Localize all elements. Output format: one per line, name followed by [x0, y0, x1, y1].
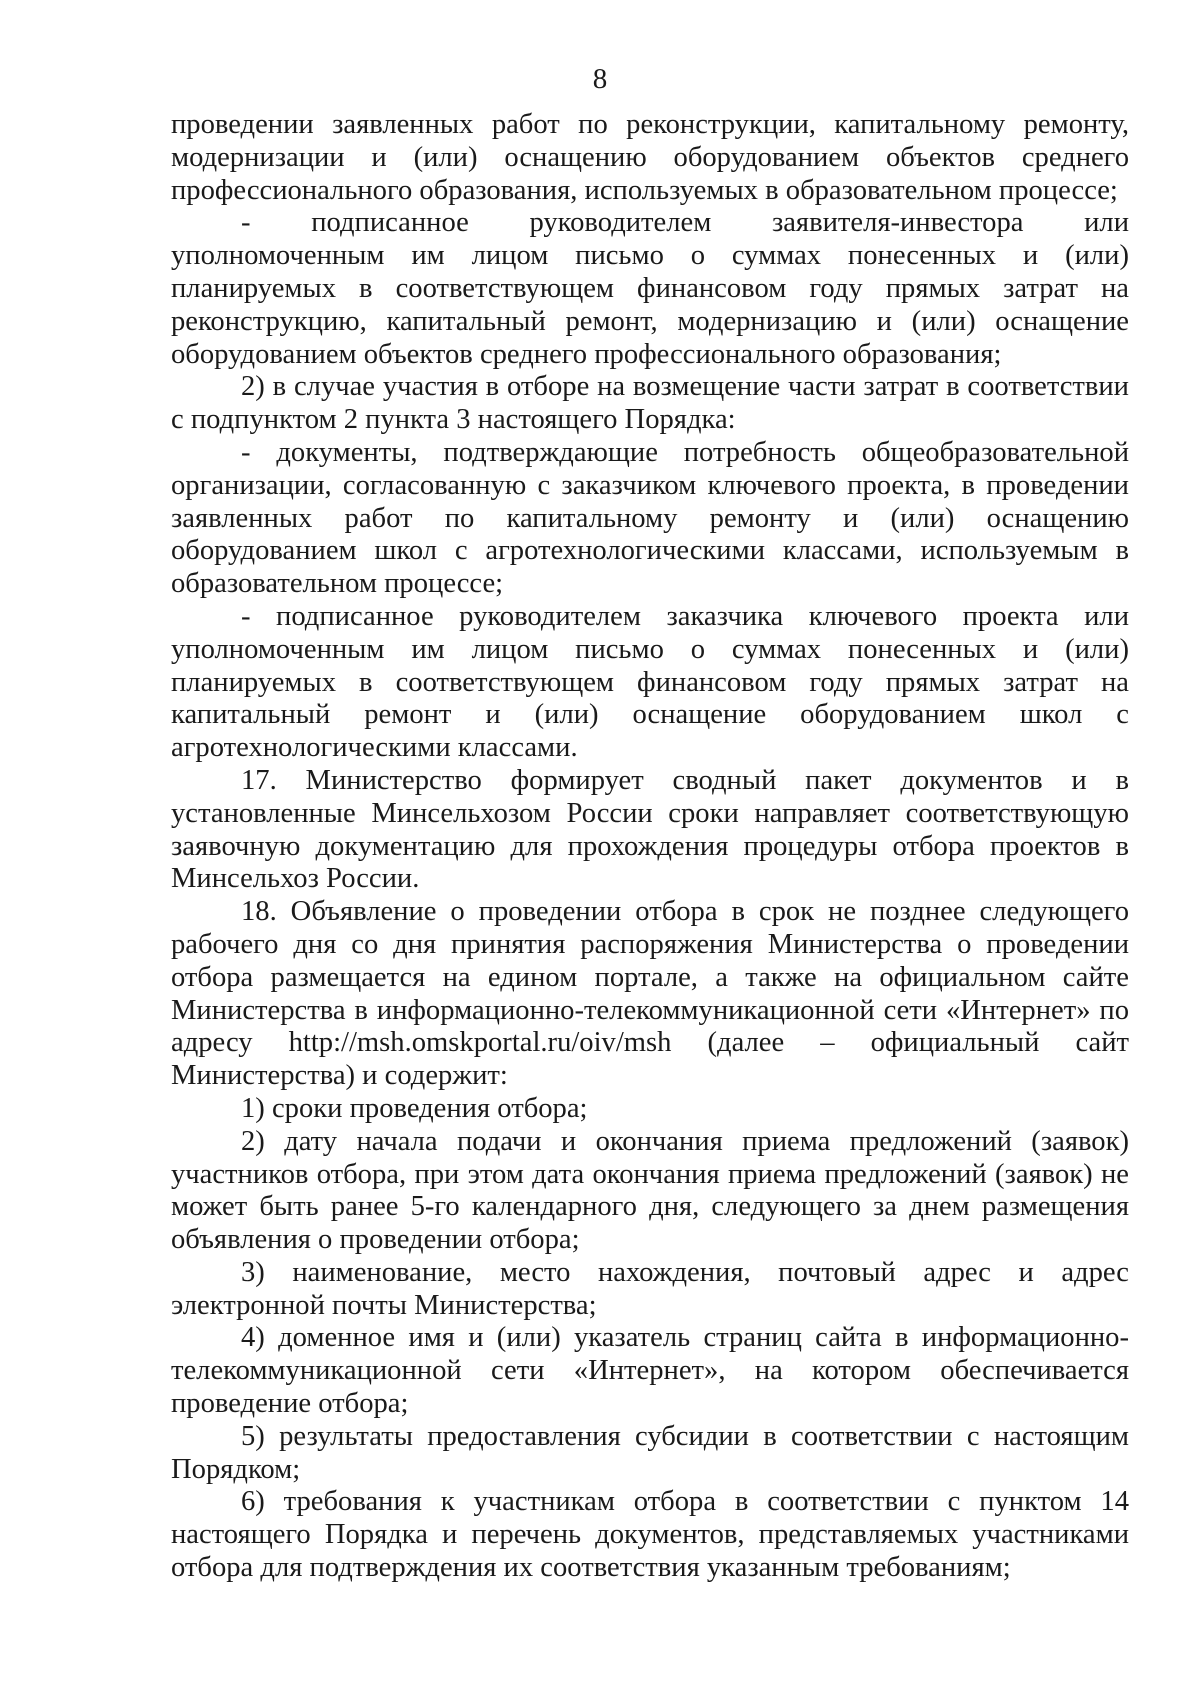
list-item-4: 4) доменное имя и (или) указатель страниц сайта в информационно-телекоммуникационной сети «Интернет», на котором обеспечивается проведение отбора;: [171, 1322, 1129, 1420]
list-item-6: 6) требования к участникам отбора в соответствии с пунктом 14 настоящего Порядка и перечень документов, представляемых участниками отбора для подтверждения их соответствия указанным требованиям;: [171, 1486, 1129, 1584]
paragraph-18: 18. Объявление о проведении отбора в срок не позднее следующего рабочего дня со дня принятия распоряжения Министерства о проведении отбора размещается на едином портале, а также на официальном сайте Министерства в информационно-телекоммуникационной сети «Интернет» по адресу http://msh.omskportal.ru/oiv/msh (далее – официальный сайт Министерства) и содержит:: [171, 896, 1129, 1092]
list-item-5: 5) результаты предоставления субсидии в соответствии с настоящим Порядком;: [171, 1420, 1129, 1485]
page-number: 8: [592, 63, 608, 95]
list-item-2: 2) дату начала подачи и окончания приема предложений (заявок) участников отбора, при этом дата окончания приема предложений (заявок) не может быть ранее 5-го календарного дня, следующего за днем размещения объявления о проведении отбора;: [171, 1125, 1129, 1256]
document-body: [171, 109, 1129, 1585]
paragraph-item-2: 2) в случае участия в отборе на возмещение части затрат в соответствии с подпунктом 2 пункта 3 настоящего Порядка:: [171, 371, 1129, 436]
paragraph-17: 17. Министерство формирует сводный пакет документов и в установленные Минсельхозом России сроки направляет соответствующую заявочную документацию для прохождения процедуры отбора проектов в Минсельхоз России.: [171, 764, 1129, 895]
paragraph-customer-letter: - подписанное руководителем заказчика ключевого проекта или уполномоченным им лицом письмо о суммах понесенных и (или) планируемых в соответствующем финансовом году прямых затрат на капитальный ремонт и (или) оснащение оборудованием школ с агротехнологическими классами.: [171, 600, 1129, 764]
list-item-1: 1) сроки проведения отбора;: [241, 1092, 588, 1124]
list-item-3: 3) наименование, место нахождения, почтовый адрес и адрес электронной почты Министерства;: [171, 1256, 1129, 1321]
paragraph-continuation: проведении заявленных работ по реконструкции, капитальному ремонту, модернизации и (или) оснащению оборудованием объектов среднего профессионального образования, используемых в образовательном процессе;: [171, 109, 1129, 206]
paragraph-investor-letter: - подписанное руководителем заявителя-инвестора или уполномоченным им лицом письмо о суммах понесенных и (или) планируемых в соответствующем финансовом году прямых затрат на реконструкцию, капитальный ремонт, модернизацию и (или) оснащение оборудованием объектов среднего профессионального образования;: [171, 207, 1129, 370]
paragraph-documents: - документы, подтверждающие потребность общеобразовательной организации, согласованную с заказчиком ключевого проекта, в проведении заявленных работ по капитальному ремонту и (или) оснащению оборудованием школ с агротехнологическими классами, используемым в образовательном процессе;: [171, 436, 1129, 600]
